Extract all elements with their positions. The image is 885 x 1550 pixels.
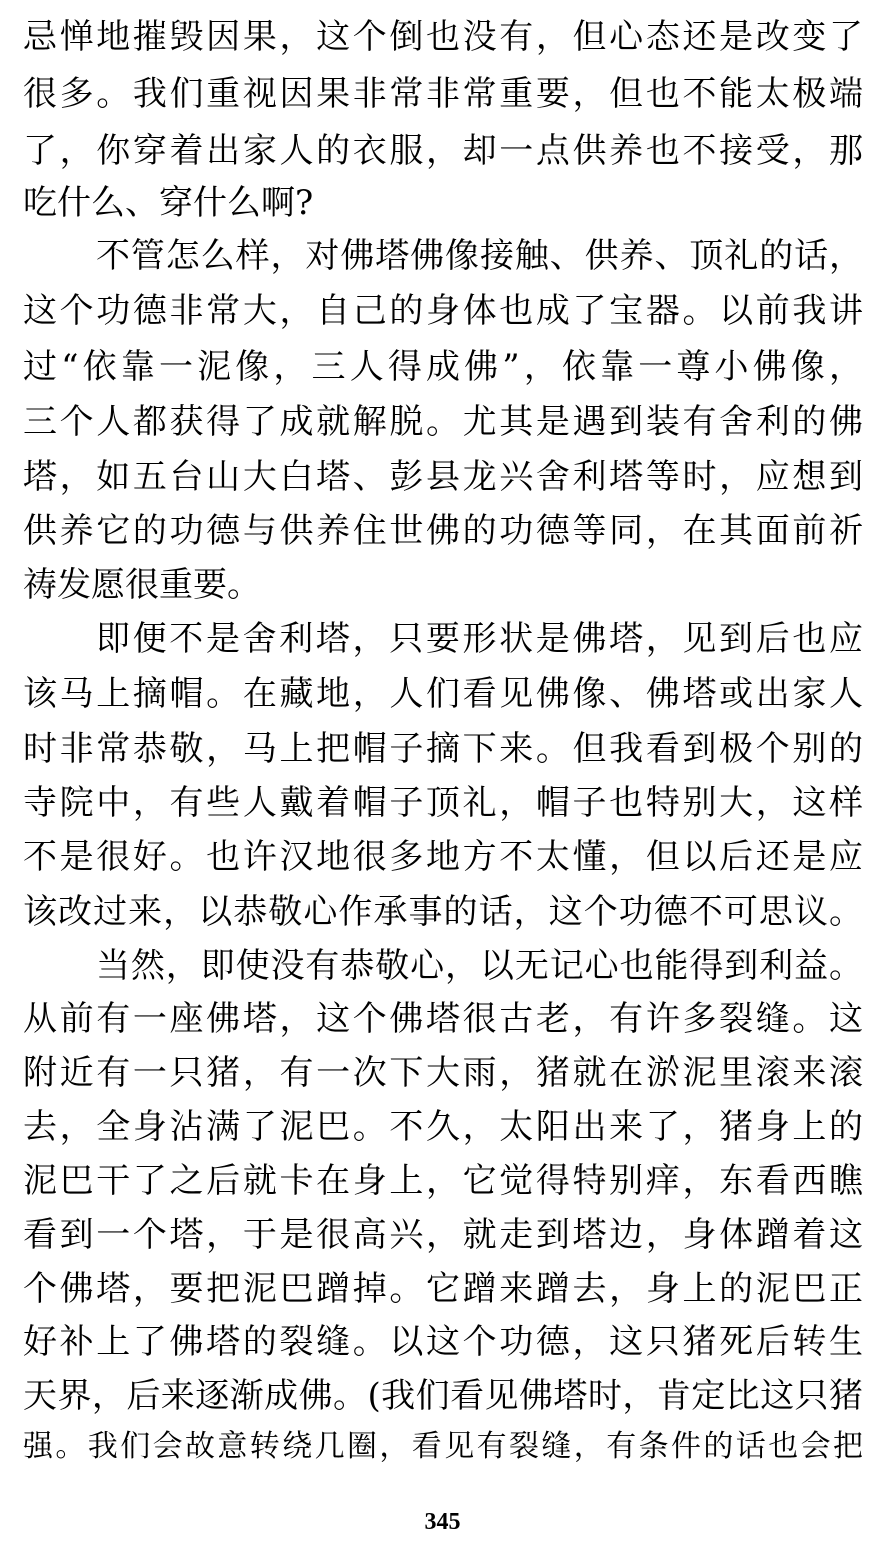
text-line: 天界，后来逐渐成佛。(我们看见佛塔时，肯定比这只猪 (23, 1376, 863, 1416)
text-line: 从前有一座佛塔，这个佛塔很古老，有许多裂缝。这 (23, 999, 863, 1039)
text-line: 吃什么、穿什么啊? (23, 183, 314, 223)
text-line: 塔，如五台山大白塔、彭县龙兴舍利塔等时，应想到 (23, 457, 863, 497)
text-line: 供养它的功德与供养住世佛的功德等同，在其面前祈 (23, 511, 863, 551)
text-line: 过“依靠一泥像，三人得成佛”，依靠一尊小佛像， (23, 347, 863, 387)
text-line: 这个功德非常大，自己的身体也成了宝器。以前我讲 (23, 291, 863, 331)
text-line: 去，全身沾满了泥巴。不久，太阳出来了，猪身上的 (23, 1107, 863, 1147)
text-line: 个佛塔，要把泥巴蹭掉。它蹭来蹭去，身上的泥巴正 (23, 1269, 863, 1309)
text-line: 附近有一只猪，有一次下大雨，猪就在淤泥里滚来滚 (23, 1053, 863, 1093)
text-line: 三个人都获得了成就解脱。尤其是遇到装有舍利的佛 (23, 402, 863, 442)
text-line-indented: 当然，即使没有恭敬心，以无记心也能得到利益。 (96, 946, 863, 986)
text-line: 很多。我们重视因果非常非常重要，但也不能太极端 (23, 74, 863, 114)
text-line: 该改过来，以恭敬心作承事的话，这个功德不可思议。 (23, 892, 863, 932)
text-line: 忌惮地摧毁因果，这个倒也没有，但心态还是改变了 (23, 17, 863, 57)
text-line: 寺院中，有些人戴着帽子顶礼，帽子也特别大，这样 (23, 783, 863, 823)
text-line: 不是很好。也许汉地很多地方不太懂，但以后还是应 (23, 837, 863, 877)
text-line: 该马上摘帽。在藏地，人们看见佛像、佛塔或出家人 (23, 674, 863, 714)
page-number: 345 (424, 1509, 461, 1535)
text-line: 时非常恭敬，马上把帽子摘下来。但我看到极个别的 (23, 729, 863, 769)
text-line: 泥巴干了之后就卡在身上，它觉得特别痒，东看西瞧 (23, 1161, 863, 1201)
text-line-indented: 即便不是舍利塔，只要形状是佛塔，见到后也应 (96, 619, 863, 659)
text-line-indented: 不管怎么样，对佛塔佛像接触、供养、顶礼的话， (96, 236, 863, 276)
text-line: 祷发愿很重要。 (23, 565, 261, 605)
text-line: 看到一个塔，于是很高兴，就走到塔边，身体蹭着这 (23, 1215, 863, 1255)
text-line: 了，你穿着出家人的衣服，却一点供养也不接受，那 (23, 131, 863, 171)
text-line: 强。我们会故意转绕几圈，看见有裂缝，有条件的话也会把 (23, 1429, 863, 1464)
text-line: 好补上了佛塔的裂缝。以这个功德，这只猪死后转生 (23, 1322, 863, 1362)
